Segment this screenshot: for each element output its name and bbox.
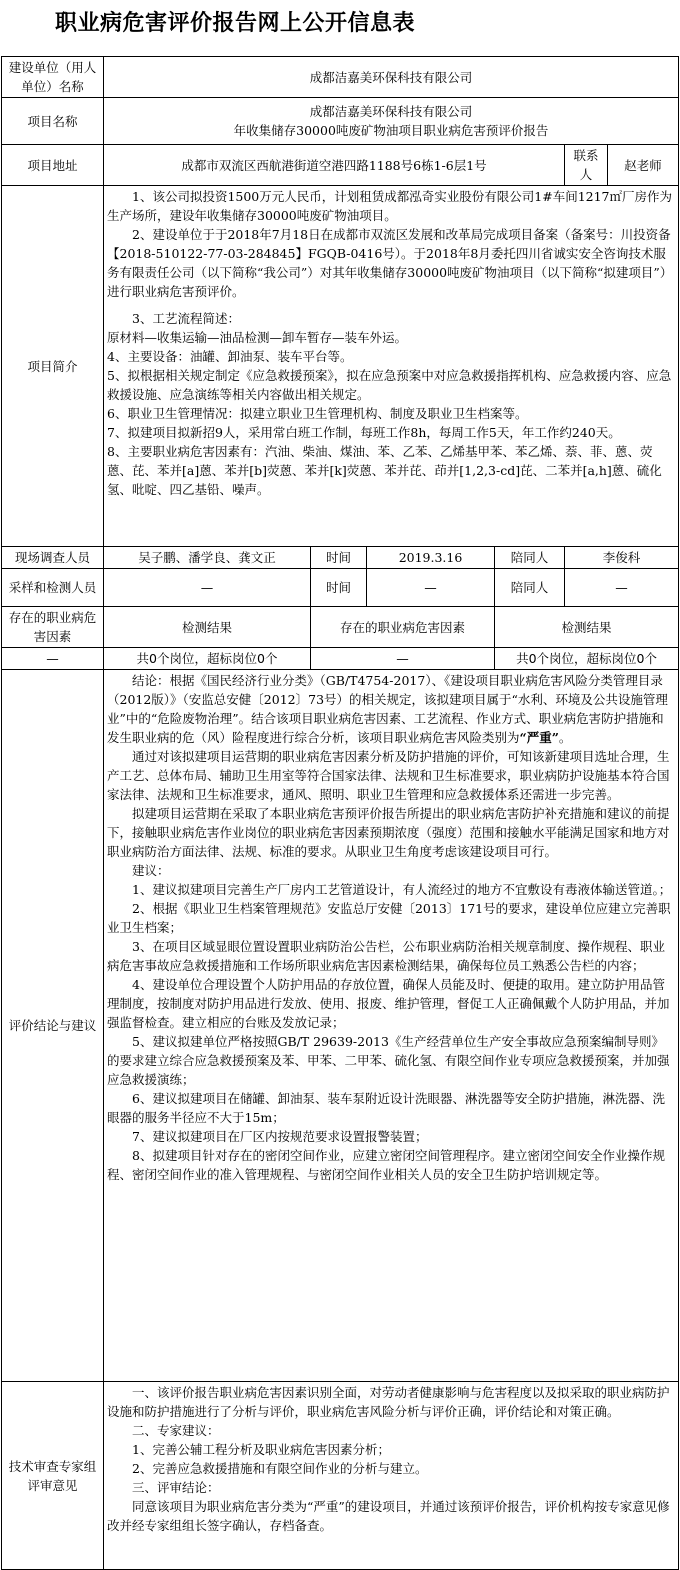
hazard-factor-label: 存在的职业病危害因素 [2, 607, 104, 648]
unit-row [2, 57, 679, 98]
intro-paragraph: 3、工艺流程简述： [132, 311, 240, 326]
project-label: 项目名称 [2, 98, 104, 145]
hazard-factor-label: 存在的职业病危害因素 [311, 607, 495, 648]
intro-paragraph: 2、建设单位于于2018年7月18日在成都市双流区发展和改革局完成项目备案（备案号：川投资备【2018-510122-77-03-284845】FGQB-0416号）。于2018年8月委托四川省诚实安全咨询技术服务有限责任公司（以下简称“我公司”）对其年收集储存30000吨废矿物油项目（以下简称“拟建项目”）进行职业病危害预评价。 [107, 227, 673, 299]
suggestion-heading: 建议： [132, 863, 170, 878]
suggestion-item: 4、建设单位合理设置个人防护用品的存放位置，确保人员能及时、便捷的取用。建立防护用品管理制度，按制度对防护用品进行发放、使用、报废、维护管理，督促工人正确佩戴个人防护用品，并加强监督检查。建立相应的台账及发放记录； [107, 977, 670, 1030]
conclusion-paragraph: 结论：根据《国民经济行业分类》（GB/T4754-2017）、《建设项目职业病危害风险分类管理目录（2012版）》（安监总安健〔2012〕73号）的相关规定，该拟建项目属于“水利、环境及公共设施管理业”中的“危险废物治理”。结合该项目职业病危害因素、工艺流程、作业方式、职业病危害防护措施和发生职业病的危（风）险程度进行综合分析，该项目职业病危害风险类别为“严重”。 [107, 673, 668, 745]
survey-label: 现场调查人员 [2, 547, 104, 569]
suggestion-item: 3、在项目区域显眼位置设置职业病防治公告栏，公布职业病防治相关规章制度、操作规程、职业病危害事故应急救援措施和工作场所职业病危害因素检测结果，确保每位员工熟悉公告栏的内容； [107, 939, 665, 973]
project-name-line1: 成都洁嘉美环保科技有限公司 [309, 104, 473, 119]
contact-label: 联系人 [565, 145, 608, 186]
intro-paragraph: 4、主要设备：油罐、卸油泵、装车平台等。 [107, 349, 353, 364]
conclusion-label: 评价结论与建议 [2, 670, 104, 1382]
review-paragraph: 二、专家建议： [132, 1423, 220, 1438]
page-title: 职业病危害评价报告网上公开信息表 [55, 11, 416, 36]
hazard-result-value: 共0个岗位，超标岗位0个 [495, 648, 679, 670]
suggestion-item: 8、拟建项目针对存在的密闭空间作业，应建立密闭空间管理程序。建立密闭空间安全作业操作规程、密闭空间作业的准入管理规程、与密闭空间作业相关人员的安全卫生防护培训规定等。 [107, 1148, 665, 1182]
review-paragraph: 同意该项目为职业病危害分类为“严重”的建设项目，并通过该预评价报告，评价机构按专家意见修改并经专家组组长签字确认，存档备查。 [107, 1499, 670, 1533]
survey-time-value: 2019.3.16 [367, 547, 495, 569]
info-table [1, 56, 679, 1570]
sampling-value: — [104, 569, 311, 607]
address-label: 项目地址 [2, 145, 104, 186]
contact-value: 赵老师 [608, 145, 679, 186]
project-name-line2: 年收集储存30000吨废矿物油项目职业病危害预评价报告 [233, 123, 549, 138]
intro-paragraph: 原材料—收集运输—油品检测—卸车暂存—装车外运。 [107, 330, 408, 345]
review-paragraph: 1、完善公辅工程分析及职业病危害因素分析； [132, 1442, 390, 1457]
intro-paragraph: 1、该公司拟投资1500万元人民币，计划租赁成都泓奇实业股份有限公司1#车间1217㎡厂房作为生产场所，建设年收集储存30000吨废矿物油项目。 [107, 189, 673, 223]
project-row [2, 98, 679, 145]
survey-value: 吴子鹏、潘学良、龚文正 [104, 547, 311, 569]
hazard-result-value: 共0个岗位，超标岗位0个 [104, 648, 311, 670]
review-label: 技术审查专家组评审意见 [2, 1382, 104, 1570]
hazard-result-label: 检测结果 [495, 607, 679, 648]
address-value: 成都市双流区西航港街道空港四路1188号6栋1-6层1号 [104, 145, 565, 186]
project-value [104, 98, 679, 145]
suggestion-item: 6、建议拟建项目在储罐、卸油泵、装车泵附近设计洗眼器、淋洗器等安全防护措施，淋洗器、洗眼器的服务半径应不大于15m； [107, 1091, 665, 1125]
sampling-label: 采样和检测人员 [2, 569, 104, 607]
intro-paragraph: 6、职业卫生管理情况：拟建立职业卫生管理机构、制度及职业卫生档案等。 [107, 406, 528, 421]
intro-paragraph: 7、拟建项目拟新招9人，采用常白班工作制，每班工作8h，每周工作5天，年工作约240天。 [107, 425, 621, 440]
sampling-row [2, 569, 679, 607]
suggestion-item: 1、建议拟建项目完善生产厂房内工艺管道设计，有人流经过的地方不宜敷设有毒液体输送管道。； [132, 882, 672, 897]
review-paragraph: 一、该评价报告职业病危害因素识别全面，对劳动者健康影响与危害程度以及拟采取的职业病防护设施和防护措施进行了分析与评价，职业病危害风险分析与评价正确，评价结论和对策正确。 [107, 1385, 670, 1419]
suggestion-item: 5、建议拟建单位严格按照GB/T 29639-2013《生产经营单位生产安全事故应急预案编制导则》的要求建立综合应急救援预案及苯、甲苯、二甲苯、硫化氢、有限空间作业专项应急救援预案，并加强应急救援演练； [107, 1034, 670, 1087]
intro-paragraph: 8、主要职业病危害因素有：汽油、柴油、煤油、苯、乙苯、乙烯基甲苯、苯乙烯、萘、菲、蒽、荧蒽、芘、苯并[a]蒽、苯并[b]荧蒽、苯并[k]荧蒽、苯并芘、茚并[1,2,3-cd]芘、二苯并[a,h]蒽、硫化氢、吡啶、四乙基铅、噪声。 [107, 444, 662, 497]
intro-content [104, 186, 679, 547]
sampling-time-value: — [367, 569, 495, 607]
suggestion-item: 2、根据《职业卫生档案管理规范》安监总厅安健〔2013〕171号的要求，建设单位应建立完善职业卫生档案； [107, 901, 671, 935]
conclusion-row [2, 670, 679, 1382]
survey-companion-label: 陪同人 [495, 547, 565, 569]
conclusion-paragraph: 通过对该拟建项目运营期的职业病危害因素分析及防护措施的评价，可知该新建项目选址合理，生产工艺、总体布局、辅助卫生用室等符合国家法律、法规和卫生标准要求，职业病防护设施基本符合国家法律、法规和卫生标准要求，通风、照明、职业卫生管理和应急救援体系还需进一步完善。 [107, 749, 670, 802]
hazards-value-row [2, 648, 679, 670]
sampling-companion-label: 陪同人 [495, 569, 565, 607]
intro-row [2, 186, 679, 547]
review-paragraph: 三、评审结论： [132, 1480, 220, 1495]
review-paragraph: 2、完善应急救援措施和有限空间作业的分析与建立。 [132, 1461, 428, 1476]
survey-row [2, 547, 679, 569]
intro-label: 项目简介 [2, 186, 104, 547]
sampling-companion-value: — [565, 569, 679, 607]
suggestion-item: 7、建议拟建项目在厂区内按规范要求设置报警装置； [132, 1129, 428, 1144]
conclusion-content [104, 670, 679, 1382]
unit-label: 建设单位（用人单位）名称 [2, 57, 104, 98]
address-row [2, 145, 679, 186]
unit-value: 成都洁嘉美环保科技有限公司 [104, 57, 679, 98]
review-content [104, 1382, 679, 1570]
survey-time-label: 时间 [311, 547, 367, 569]
survey-companion-value: 李俊科 [565, 547, 679, 569]
hazard-factor-value: — [2, 648, 104, 670]
hazard-result-label: 检测结果 [104, 607, 311, 648]
intro-paragraph: 5、拟根据相关规定制定《应急救援预案》，拟在应急预案中对应急救援指挥机构、应急救援内容、应急救援设施、应急演练等相关内容做出相关规定。 [107, 368, 672, 402]
hazards-header-row [2, 607, 679, 648]
review-row [2, 1382, 679, 1570]
hazard-factor-value: — [311, 648, 495, 670]
conclusion-paragraph: 拟建项目运营期在采取了本职业病危害预评价报告所提出的职业病危害防护补充措施和建议的前提下，接触职业病危害作业岗位的职业病危害因素预期浓度（强度）范围和接触水平能满足国家和地方对职业病防治方面法律、法规、标准的要求。从职业卫生角度考虑该建设项目可行。 [107, 806, 670, 859]
sampling-time-label: 时间 [311, 569, 367, 607]
